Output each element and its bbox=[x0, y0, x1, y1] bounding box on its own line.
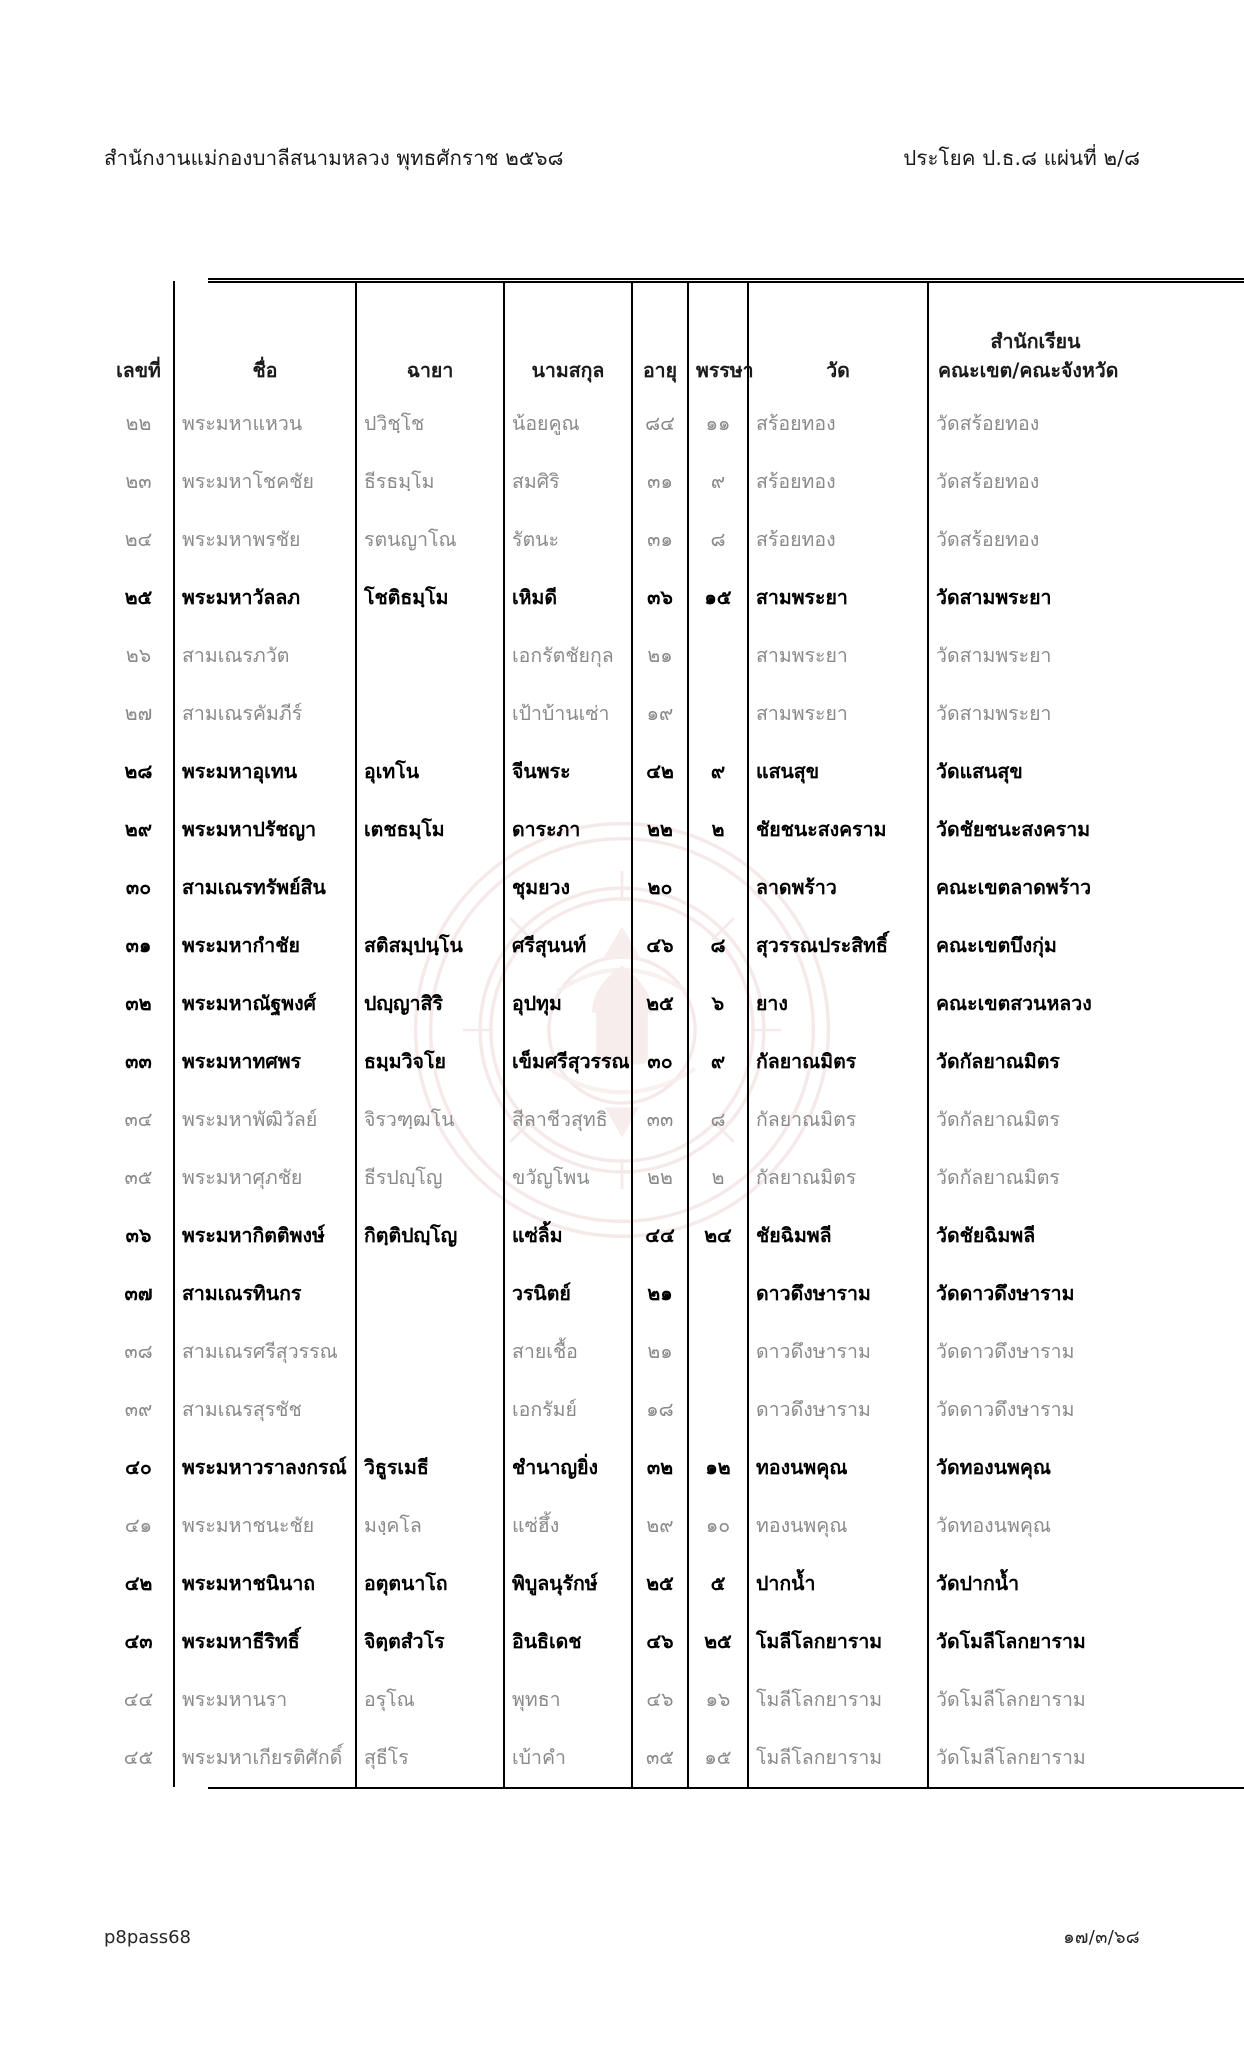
cell-no: ๔๔ bbox=[104, 1671, 174, 1729]
cell-alias: อตุตนาโถ bbox=[356, 1555, 504, 1613]
cell-no: ๔๓ bbox=[104, 1613, 174, 1671]
cell-name: พระมหาพัฒิวัลย์ bbox=[174, 1091, 356, 1149]
cell-surname: สายเชื้อ bbox=[504, 1323, 632, 1381]
cell-wat: สามพระยา bbox=[748, 685, 928, 743]
cell-wat: โมลีโลกยาราม bbox=[748, 1613, 928, 1671]
cell-pansa: ๑๖ bbox=[688, 1671, 748, 1729]
cell-surname: พิบูลนุรักษ์ bbox=[504, 1555, 632, 1613]
table-row bbox=[104, 1671, 1140, 1729]
cell-pansa: ๒ bbox=[688, 1149, 748, 1207]
cell-school: วัดชัยชนะสงคราม bbox=[928, 801, 1140, 859]
cell-school: วัดแสนสุข bbox=[928, 743, 1140, 801]
cell-surname: อุปทุม bbox=[504, 975, 632, 1033]
cell-school: วัดทองนพคุณ bbox=[928, 1497, 1140, 1555]
cell-wat: กัลยาณมิตร bbox=[748, 1149, 928, 1207]
cell-surname: สมศิริ bbox=[504, 453, 632, 511]
cell-school: คณะเขตสวนหลวง bbox=[928, 975, 1140, 1033]
col-header-no: เลขที่ bbox=[104, 281, 174, 395]
results-table bbox=[104, 281, 1140, 1787]
cell-age: ๒๕ bbox=[632, 975, 688, 1033]
office-title: สำนักงานแม่กองบาลีสนามหลวง พุทธศักราช ๒๕๖๘ bbox=[104, 146, 564, 170]
cell-age: ๒๑ bbox=[632, 627, 688, 685]
cell-alias bbox=[356, 1265, 504, 1323]
cell-wat: ทองนพคุณ bbox=[748, 1439, 928, 1497]
cell-name: สามเณรทรัพย์สิน bbox=[174, 859, 356, 917]
table-row bbox=[104, 1265, 1140, 1323]
cell-name: สามเณรภวัต bbox=[174, 627, 356, 685]
cell-alias: ธีรธมฺโม bbox=[356, 453, 504, 511]
cell-surname: แซ่ฮึ้ง bbox=[504, 1497, 632, 1555]
cell-name: พระมหาพรชัย bbox=[174, 511, 356, 569]
cell-wat: ยาง bbox=[748, 975, 928, 1033]
col-header-school-line1: สำนักเรียน bbox=[990, 330, 1081, 354]
cell-alias: เตชธมฺโม bbox=[356, 801, 504, 859]
cell-age: ๓๕ bbox=[632, 1729, 688, 1787]
col-header-pansa: พรรษา bbox=[688, 281, 748, 395]
cell-alias bbox=[356, 1381, 504, 1439]
cell-wat: ชัยฉิมพลี bbox=[748, 1207, 928, 1265]
cell-surname: รัตนะ bbox=[504, 511, 632, 569]
cell-no: ๒๘ bbox=[104, 743, 174, 801]
cell-no: ๔๑ bbox=[104, 1497, 174, 1555]
cell-alias bbox=[356, 627, 504, 685]
cell-pansa bbox=[688, 859, 748, 917]
cell-name: พระมหาวัลลภ bbox=[174, 569, 356, 627]
cell-no: ๓๗ bbox=[104, 1265, 174, 1323]
cell-surname: วรนิตย์ bbox=[504, 1265, 632, 1323]
cell-age: ๒๒ bbox=[632, 801, 688, 859]
table-row bbox=[104, 627, 1140, 685]
table-row bbox=[104, 1555, 1140, 1613]
cell-wat: สร้อยทอง bbox=[748, 453, 928, 511]
table-row bbox=[104, 1033, 1140, 1091]
cell-wat: ดาวดึงษาราม bbox=[748, 1381, 928, 1439]
page-footer bbox=[104, 1922, 1140, 1951]
cell-age: ๓๑ bbox=[632, 511, 688, 569]
cell-name: พระมหาธีริทธิ์ bbox=[174, 1613, 356, 1671]
cell-alias: ปญฺญาสิริ bbox=[356, 975, 504, 1033]
cell-alias: ปวิชฺโช bbox=[356, 395, 504, 453]
cell-pansa: ๘ bbox=[688, 1091, 748, 1149]
table-top-rule bbox=[208, 278, 1244, 280]
cell-age: ๔๖ bbox=[632, 1671, 688, 1729]
cell-surname: เอกรัมย์ bbox=[504, 1381, 632, 1439]
table-row bbox=[104, 1381, 1140, 1439]
table-row bbox=[104, 1729, 1140, 1787]
cell-pansa: ๙ bbox=[688, 743, 748, 801]
cell-pansa: ๕ bbox=[688, 1555, 748, 1613]
cell-name: พระมหาชนินาถ bbox=[174, 1555, 356, 1613]
cell-name: พระมหาทศพร bbox=[174, 1033, 356, 1091]
cell-wat: ทองนพคุณ bbox=[748, 1497, 928, 1555]
col-header-school-line2: คณะเขต/คณะจังหวัด bbox=[938, 358, 1119, 382]
cell-surname: น้อยคูณ bbox=[504, 395, 632, 453]
cell-alias: สติสมฺปนฺโน bbox=[356, 917, 504, 975]
cell-pansa: ๑๕ bbox=[688, 569, 748, 627]
cell-no: ๓๒ bbox=[104, 975, 174, 1033]
cell-surname: จีนพระ bbox=[504, 743, 632, 801]
cell-no: ๒๗ bbox=[104, 685, 174, 743]
cell-age: ๔๖ bbox=[632, 1613, 688, 1671]
cell-school: วัดกัลยาณมิตร bbox=[928, 1149, 1140, 1207]
cell-pansa: ๖ bbox=[688, 975, 748, 1033]
cell-alias: มงฺคโล bbox=[356, 1497, 504, 1555]
table-row bbox=[104, 1091, 1140, 1149]
cell-name: พระมหากิตติพงษ์ bbox=[174, 1207, 356, 1265]
cell-name: พระมหาศุภชัย bbox=[174, 1149, 356, 1207]
cell-alias: วิธูรเมธี bbox=[356, 1439, 504, 1497]
table-row bbox=[104, 395, 1140, 453]
cell-no: ๒๒ bbox=[104, 395, 174, 453]
cell-school: วัดสร้อยทอง bbox=[928, 395, 1140, 453]
cell-pansa bbox=[688, 627, 748, 685]
cell-wat: สร้อยทอง bbox=[748, 511, 928, 569]
cell-age: ๑๙ bbox=[632, 685, 688, 743]
cell-no: ๓๕ bbox=[104, 1149, 174, 1207]
cell-surname: เอกรัตชัยกุล bbox=[504, 627, 632, 685]
cell-age: ๘๔ bbox=[632, 395, 688, 453]
cell-no: ๓๓ bbox=[104, 1033, 174, 1091]
cell-no: ๒๔ bbox=[104, 511, 174, 569]
cell-pansa: ๒ bbox=[688, 801, 748, 859]
cell-alias: ธมฺมวิจโย bbox=[356, 1033, 504, 1091]
cell-school: วัดชัยฉิมพลี bbox=[928, 1207, 1140, 1265]
cell-surname: ดาระภา bbox=[504, 801, 632, 859]
table-row bbox=[104, 1149, 1140, 1207]
sheet-label: ประโยค ป.ธ.๘ แผ่นที่ ๒/๘ bbox=[903, 146, 1140, 170]
table-row bbox=[104, 859, 1140, 917]
col-header-alias: ฉายา bbox=[356, 281, 504, 395]
cell-name: สามเณรสุรชัช bbox=[174, 1381, 356, 1439]
table-bottom-rule bbox=[208, 1787, 1244, 1789]
cell-school: วัดดาวดึงษาราม bbox=[928, 1265, 1140, 1323]
cell-alias bbox=[356, 1323, 504, 1381]
table-body bbox=[104, 395, 1140, 1787]
cell-pansa: ๑๑ bbox=[688, 395, 748, 453]
cell-school: วัดสร้อยทอง bbox=[928, 453, 1140, 511]
cell-age: ๒๐ bbox=[632, 859, 688, 917]
cell-wat: โมลีโลกยาราม bbox=[748, 1729, 928, 1787]
cell-school: วัดสามพระยา bbox=[928, 685, 1140, 743]
cell-surname: เหิมดี bbox=[504, 569, 632, 627]
cell-pansa: ๘ bbox=[688, 917, 748, 975]
cell-no: ๔๕ bbox=[104, 1729, 174, 1787]
cell-alias: สุธีโร bbox=[356, 1729, 504, 1787]
cell-alias bbox=[356, 685, 504, 743]
cell-no: ๓๐ bbox=[104, 859, 174, 917]
cell-pansa: ๙ bbox=[688, 1033, 748, 1091]
cell-no: ๓๔ bbox=[104, 1091, 174, 1149]
cell-school: คณะเขตบึงกุ่ม bbox=[928, 917, 1140, 975]
cell-name: พระมหาเกียรติศักดิ์ bbox=[174, 1729, 356, 1787]
cell-no: ๔๐ bbox=[104, 1439, 174, 1497]
cell-surname: สีลาชีวสุทธิ bbox=[504, 1091, 632, 1149]
cell-name: สามเณรคัมภีร์ bbox=[174, 685, 356, 743]
table-row bbox=[104, 1439, 1140, 1497]
col-header-name: ชื่อ bbox=[174, 281, 356, 395]
cell-no: ๔๒ bbox=[104, 1555, 174, 1613]
cell-age: ๒๙ bbox=[632, 1497, 688, 1555]
cell-school: วัดสามพระยา bbox=[928, 627, 1140, 685]
cell-name: พระมหาโชคชัย bbox=[174, 453, 356, 511]
cell-surname: ศรีสุนนท์ bbox=[504, 917, 632, 975]
cell-age: ๒๑ bbox=[632, 1265, 688, 1323]
running-head bbox=[104, 148, 1140, 169]
cell-school: วัดทองนพคุณ bbox=[928, 1439, 1140, 1497]
table-top-rule-2 bbox=[208, 281, 1244, 283]
table-header-row bbox=[104, 281, 1140, 395]
cell-no: ๓๘ bbox=[104, 1323, 174, 1381]
cell-name: พระมหาชนะชัย bbox=[174, 1497, 356, 1555]
table-row bbox=[104, 1613, 1140, 1671]
cell-name: พระมหาณัฐพงศ์ bbox=[174, 975, 356, 1033]
col-header-school bbox=[928, 281, 1140, 395]
cell-no: ๒๖ bbox=[104, 627, 174, 685]
cell-pansa: ๙ bbox=[688, 453, 748, 511]
cell-wat: ชัยชนะสงคราม bbox=[748, 801, 928, 859]
table-row bbox=[104, 1207, 1140, 1265]
cell-pansa: ๒๕ bbox=[688, 1613, 748, 1671]
cell-pansa bbox=[688, 1381, 748, 1439]
cell-surname: เบ้าคำ bbox=[504, 1729, 632, 1787]
table-row bbox=[104, 801, 1140, 859]
cell-surname: พุทธา bbox=[504, 1671, 632, 1729]
table-row bbox=[104, 453, 1140, 511]
cell-wat: ดาวดึงษาราม bbox=[748, 1323, 928, 1381]
table-row bbox=[104, 511, 1140, 569]
cell-pansa bbox=[688, 685, 748, 743]
cell-age: ๓๓ bbox=[632, 1091, 688, 1149]
cell-wat: สร้อยทอง bbox=[748, 395, 928, 453]
cell-age: ๓๒ bbox=[632, 1439, 688, 1497]
cell-surname: เป้าบ้านเซ่า bbox=[504, 685, 632, 743]
cell-school: วัดโมลีโลกยาราม bbox=[928, 1729, 1140, 1787]
cell-no: ๒๙ bbox=[104, 801, 174, 859]
cell-school: วัดสร้อยทอง bbox=[928, 511, 1140, 569]
cell-name: พระมหาวราลงกรณ์ bbox=[174, 1439, 356, 1497]
table-row bbox=[104, 1497, 1140, 1555]
cell-name: พระมหาอุเทน bbox=[174, 743, 356, 801]
cell-name: พระมหากำชัย bbox=[174, 917, 356, 975]
cell-alias: อุเทโน bbox=[356, 743, 504, 801]
cell-school: วัดโมลีโลกยาราม bbox=[928, 1613, 1140, 1671]
col-header-wat: วัด bbox=[748, 281, 928, 395]
cell-surname: ขวัญโพน bbox=[504, 1149, 632, 1207]
cell-school: วัดปากน้ำ bbox=[928, 1555, 1140, 1613]
cell-pansa: ๑๕ bbox=[688, 1729, 748, 1787]
cell-surname: ชำนาญยิ่ง bbox=[504, 1439, 632, 1497]
cell-school: วัดดาวดึงษาราม bbox=[928, 1381, 1140, 1439]
cell-alias: โชติธมฺโม bbox=[356, 569, 504, 627]
cell-name: พระมหานรา bbox=[174, 1671, 356, 1729]
cell-pansa: ๑๒ bbox=[688, 1439, 748, 1497]
cell-wat: ลาดพร้าว bbox=[748, 859, 928, 917]
cell-name: สามเณรทินกร bbox=[174, 1265, 356, 1323]
cell-name: พระมหาปรัชญา bbox=[174, 801, 356, 859]
cell-wat: กัลยาณมิตร bbox=[748, 1091, 928, 1149]
cell-alias: จิรวฑฺฒโน bbox=[356, 1091, 504, 1149]
cell-pansa: ๑๐ bbox=[688, 1497, 748, 1555]
cell-wat: โมลีโลกยาราม bbox=[748, 1671, 928, 1729]
table-row bbox=[104, 917, 1140, 975]
cell-surname: ชุมยวง bbox=[504, 859, 632, 917]
cell-age: ๒๒ bbox=[632, 1149, 688, 1207]
col-header-surname: นามสกุล bbox=[504, 281, 632, 395]
cell-alias: รตนญาโณ bbox=[356, 511, 504, 569]
table-row bbox=[104, 685, 1140, 743]
col-header-age: อายุ bbox=[632, 281, 688, 395]
cell-age: ๒๑ bbox=[632, 1323, 688, 1381]
cell-age: ๓๐ bbox=[632, 1033, 688, 1091]
cell-school: วัดดาวดึงษาราม bbox=[928, 1323, 1140, 1381]
table-row bbox=[104, 569, 1140, 627]
results-table-container bbox=[104, 278, 1140, 1787]
cell-no: ๓๙ bbox=[104, 1381, 174, 1439]
cell-pansa: ๘ bbox=[688, 511, 748, 569]
cell-wat: กัลยาณมิตร bbox=[748, 1033, 928, 1091]
cell-school: คณะเขตลาดพร้าว bbox=[928, 859, 1140, 917]
cell-school: วัดกัลยาณมิตร bbox=[928, 1033, 1140, 1091]
cell-surname: อินธิเดช bbox=[504, 1613, 632, 1671]
cell-age: ๓๖ bbox=[632, 569, 688, 627]
footer-date: ๑๗/๓/๖๘ bbox=[1063, 1927, 1140, 1948]
cell-school: วัดโมลีโลกยาราม bbox=[928, 1671, 1140, 1729]
cell-wat: สามพระยา bbox=[748, 569, 928, 627]
cell-age: ๔๔ bbox=[632, 1207, 688, 1265]
cell-wat: แสนสุข bbox=[748, 743, 928, 801]
cell-wat: ดาวดึงษาราม bbox=[748, 1265, 928, 1323]
cell-no: ๓๑ bbox=[104, 917, 174, 975]
cell-alias: กิตฺติปญฺโญ bbox=[356, 1207, 504, 1265]
cell-alias: จิตฺตสํวโร bbox=[356, 1613, 504, 1671]
cell-no: ๓๖ bbox=[104, 1207, 174, 1265]
cell-surname: แซ่ลิ้ม bbox=[504, 1207, 632, 1265]
table-row bbox=[104, 743, 1140, 801]
cell-age: ๔๒ bbox=[632, 743, 688, 801]
cell-pansa: ๒๔ bbox=[688, 1207, 748, 1265]
cell-age: ๑๘ bbox=[632, 1381, 688, 1439]
cell-age: ๒๕ bbox=[632, 1555, 688, 1613]
cell-name: สามเณรศรีสุวรรณ bbox=[174, 1323, 356, 1381]
table-row bbox=[104, 975, 1140, 1033]
cell-surname: เข็มศรีสุวรรณ bbox=[504, 1033, 632, 1091]
cell-no: ๒๓ bbox=[104, 453, 174, 511]
cell-alias bbox=[356, 859, 504, 917]
cell-school: วัดกัลยาณมิตร bbox=[928, 1091, 1140, 1149]
cell-no: ๒๕ bbox=[104, 569, 174, 627]
cell-alias: ธีรปญฺโญ bbox=[356, 1149, 504, 1207]
cell-wat: สุวรรณประสิทธิ์ bbox=[748, 917, 928, 975]
cell-alias: อรุโณ bbox=[356, 1671, 504, 1729]
cell-wat: ปากน้ำ bbox=[748, 1555, 928, 1613]
cell-pansa bbox=[688, 1265, 748, 1323]
cell-name: พระมหาแหวน bbox=[174, 395, 356, 453]
footer-file-label: p8pass68 bbox=[104, 1927, 191, 1948]
cell-school: วัดสามพระยา bbox=[928, 569, 1140, 627]
table-row bbox=[104, 1323, 1140, 1381]
cell-pansa bbox=[688, 1323, 748, 1381]
cell-wat: สามพระยา bbox=[748, 627, 928, 685]
cell-age: ๓๑ bbox=[632, 453, 688, 511]
cell-age: ๔๖ bbox=[632, 917, 688, 975]
